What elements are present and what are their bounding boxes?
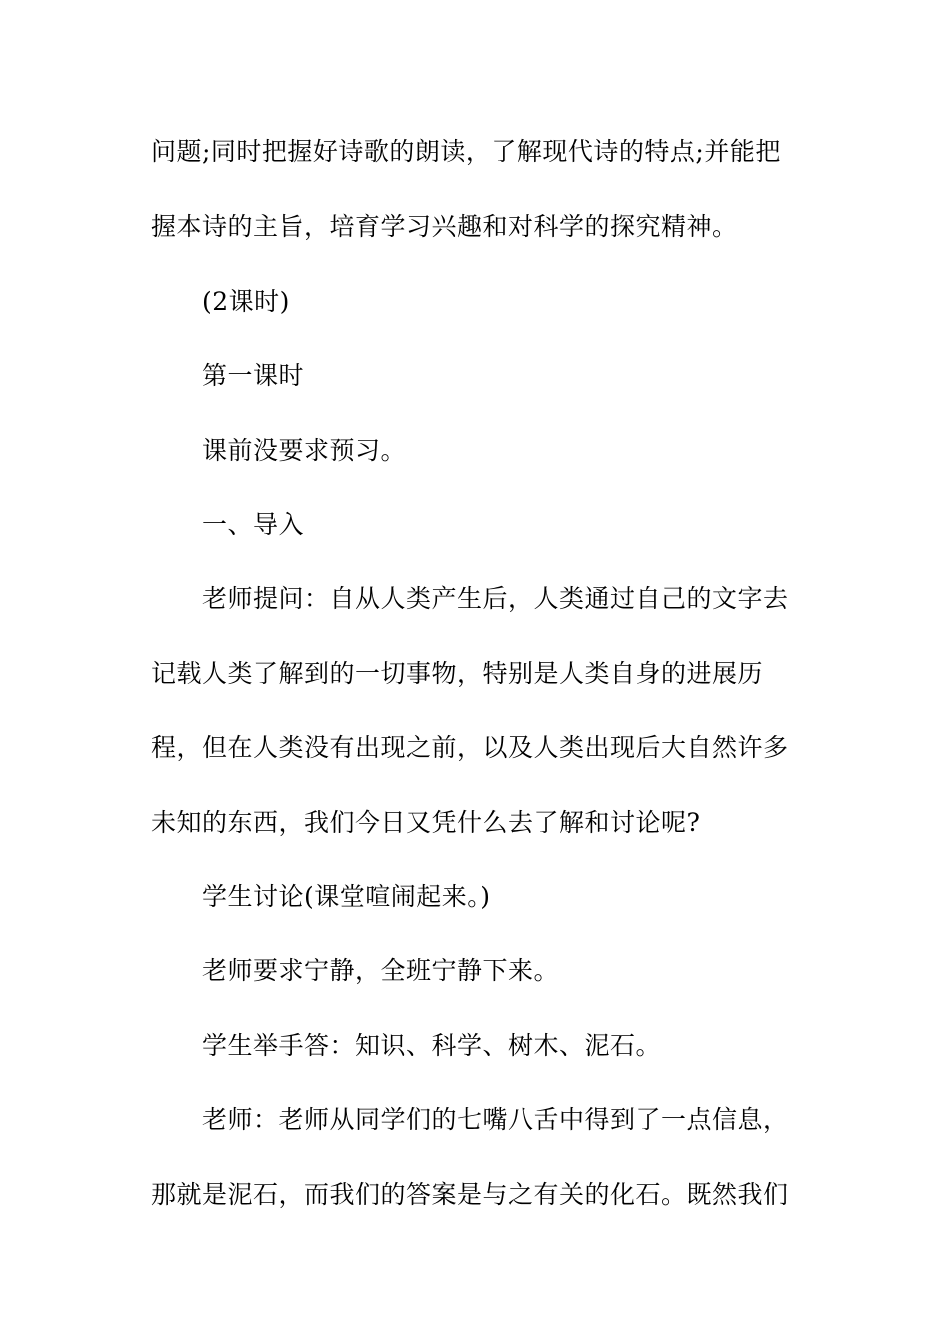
text-line-7: 老师提问：自从人类产生后，人类通过自己的文字去: [202, 584, 789, 613]
text-line-6: 一、导入: [202, 510, 305, 539]
text-line-4: 第一课时: [202, 361, 305, 390]
text-line-12: 老师要求宁静，全班宁静下来。: [202, 956, 560, 985]
text-line-9: 程，但在人类没有出现之前，以及人类出现后大自然许多: [151, 733, 789, 762]
text-line-3: (2课时): [202, 287, 290, 316]
text-line-15: 那就是泥石，而我们的答案是与之有关的化石。既然我们: [151, 1180, 789, 1209]
text-line-5: 课前没要求预习。: [202, 436, 407, 465]
text-line-13: 学生举手答：知识、科学、树木、泥石。: [202, 1031, 662, 1060]
text-line-2: 握本诗的主旨，培育学习兴趣和对科学的探究精神。: [151, 212, 738, 241]
text-line-14: 老师：老师从同学们的七嘴八舌中得到了一点信息，: [202, 1105, 789, 1134]
text-line-11: 学生讨论(课堂喧闹起来。): [202, 882, 491, 911]
text-line-8: 记载人类了解到的一切事物，特别是人类自身的进展历: [151, 659, 764, 688]
text-line-10: 未知的东西，我们今日又凭什么去了解和讨论呢?: [151, 808, 701, 837]
text-line-1: 问题;同时把握好诗歌的朗读，了解现代诗的特点;并能把: [151, 137, 781, 166]
